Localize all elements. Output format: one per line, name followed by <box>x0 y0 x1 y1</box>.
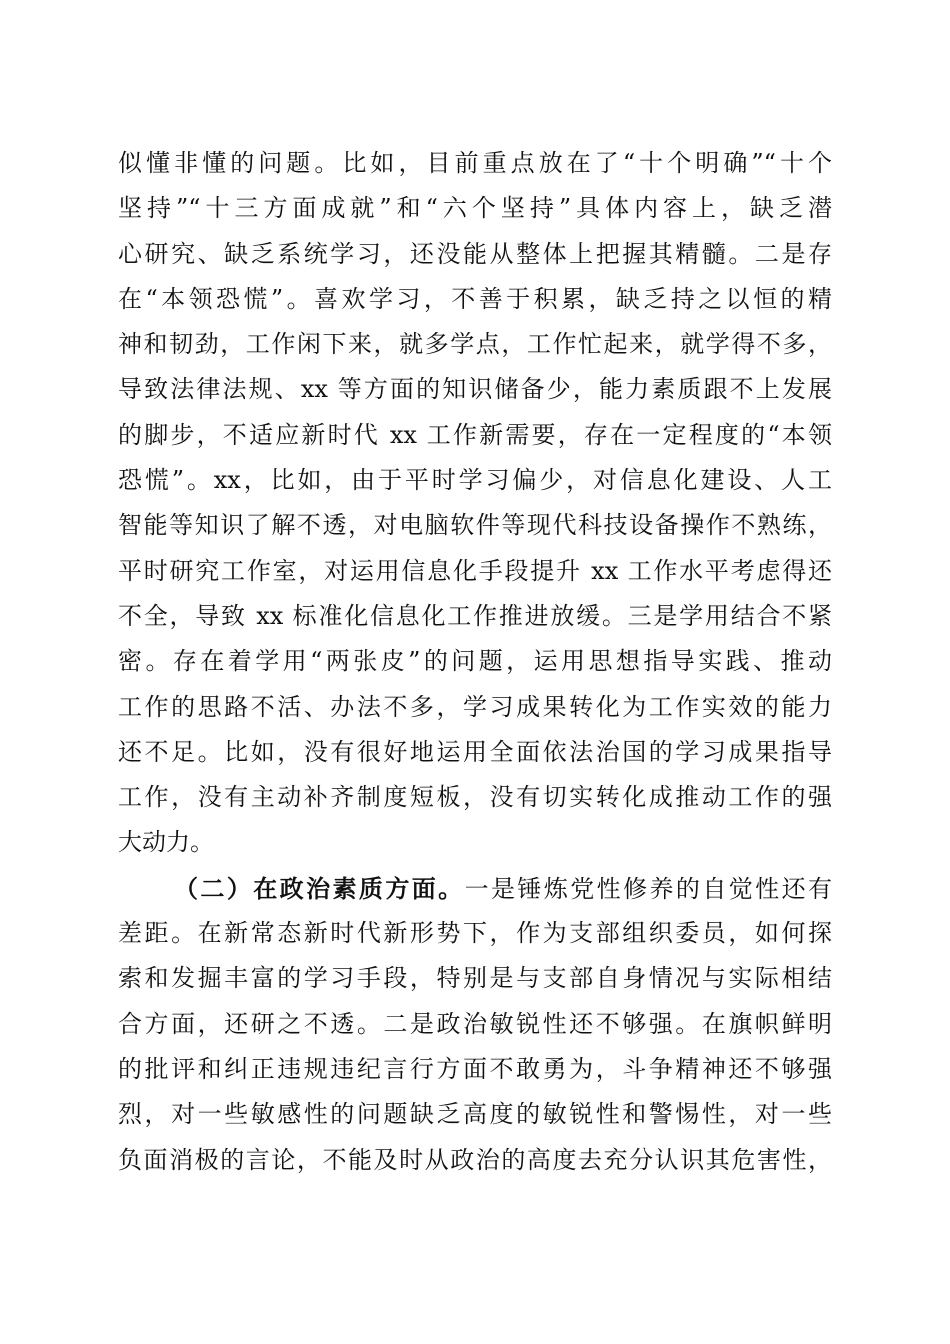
text-line: 工作，没有主动补齐制度短板，没有切实转化成推动工作的强 <box>118 783 832 812</box>
section-heading-line <box>118 866 832 911</box>
text-line: 负面消极的言论，不能及时从政治的高度去充分认识其危害性， <box>118 1145 832 1174</box>
text-line: 还不足。比如，没有很好地运用全面依法治国的学习成果指导 <box>118 737 832 766</box>
text-line: 索和发掘丰富的学习手段，特别是与支部自身情况与实际相结 <box>118 964 832 993</box>
text-line: 差距。在新常态新时代新形势下，作为支部组织委员，如何探 <box>118 919 832 948</box>
section-heading: （二）在政治素质方面。 <box>174 873 465 903</box>
text-line: 合方面，还研之不透。二是政治敏锐性还不够强。在旗帜鲜明 <box>118 1009 832 1038</box>
text-line: 恐慌”。xx，比如，由于平时学习偏少，对信息化建设、人工 <box>118 466 832 495</box>
text-line: 的脚步，不适应新时代 xx 工作新需要，存在一定程度的“本领 <box>118 420 832 449</box>
text-line: 工作的思路不活、办法不多，学习成果转化为工作实效的能力 <box>118 692 832 721</box>
section-heading-rest: 一是锤炼党性修养的自觉性还有 <box>464 874 833 903</box>
text-line: 大动力。 <box>118 828 214 857</box>
text-line: 心研究、缺乏系统学习，还没能从整体上把握其精髓。二是存 <box>118 239 832 268</box>
text-line: 在“本领恐慌”。喜欢学习，不善于积累，缺乏持之以恒的精 <box>118 284 832 313</box>
text-line: 的批评和纠正违规违纪言行方面不敢勇为，斗争精神还不够强 <box>118 1054 832 1083</box>
text-line: 不全，导致 xx 标准化信息化工作推进放缓。三是学用结合不紧 <box>118 601 832 630</box>
text-line: 烈，对一些敏感性的问题缺乏高度的敏锐性和警惕性，对一些 <box>118 1100 832 1129</box>
text-line: 神和韧劲，工作闲下来，就多学点，工作忙起来，就学得不多， <box>118 330 832 359</box>
body-text <box>118 141 832 1183</box>
text-line: 平时研究工作室，对运用信息化手段提升 xx 工作水平考虑得还 <box>118 556 832 585</box>
text-line: 智能等知识了解不透，对电脑软件等现代科技设备操作不熟练， <box>118 511 832 540</box>
text-line: 导致法律法规、xx 等方面的知识储备少，能力素质跟不上发展 <box>118 375 832 404</box>
text-line: 似懂非懂的问题。比如，目前重点放在了“十个明确”“十个 <box>118 149 832 177</box>
text-line: 坚持”“十三方面成就”和“六个坚持”具体内容上，缺乏潜 <box>118 194 832 223</box>
text-line: 密。存在着学用“两张皮”的问题，运用思想指导实践、推动 <box>118 647 832 676</box>
